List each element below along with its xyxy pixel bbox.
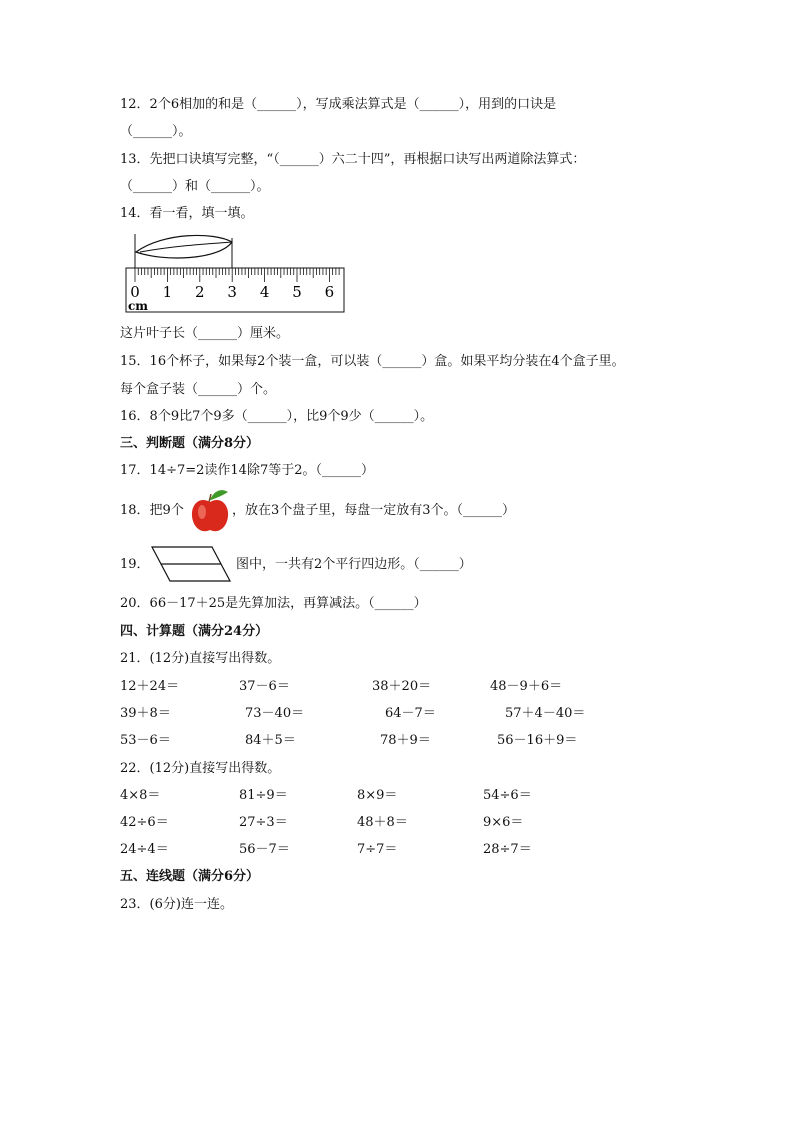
q12-line1: 12．2个6相加的和是（______），写成乘法算式是（______），用到的口诀是 <box>120 97 557 112</box>
q23-text: 23．(6分)连一连。 <box>120 897 233 912</box>
apple-icon <box>190 488 230 534</box>
q21-item: 39＋8＝ <box>120 706 171 721</box>
q16-text: 16．8个9比7个9多（______），比9个9少（______）。 <box>120 409 434 424</box>
q22-item: 42÷6＝ <box>120 815 169 830</box>
q22-item: 8×9＝ <box>357 788 398 803</box>
q14-stem: 14．看一看，填一填。 <box>120 206 254 221</box>
q22-item: 56－7＝ <box>239 842 290 857</box>
q15-line1: 15．16个杯子，如果每2个装一盒，可以装（______）盒。如果平均分装在4个盒子里。 <box>120 354 625 369</box>
ruler-label: 2 <box>195 283 205 301</box>
q22-stem: 22．(12分)直接写出得数。 <box>120 761 281 776</box>
q21-item: 53－6＝ <box>120 733 171 748</box>
parallelogram-figure <box>150 545 232 583</box>
q22-item: 4×8＝ <box>120 788 161 803</box>
leaf-icon <box>136 235 232 258</box>
q21-item: 38＋20＝ <box>372 679 432 694</box>
ruler-label: 1 <box>162 283 173 301</box>
q22-item: 7÷7＝ <box>357 842 398 857</box>
ruler-label: 0 <box>130 283 140 301</box>
q21-item: 12＋24＝ <box>120 679 180 694</box>
ruler-unit: cm <box>128 299 149 313</box>
ruler-label: 3 <box>227 283 237 301</box>
q21-item: 57＋4－40＝ <box>505 706 586 721</box>
q17-text: 17．14÷7=2读作14除7等于2。（______） <box>120 463 374 478</box>
q21-item: 48－9＋6＝ <box>490 679 563 694</box>
q21-item: 64－7＝ <box>385 706 436 721</box>
section5-heading: 五、连线题（满分6分） <box>120 869 260 884</box>
q19-num: 19． <box>120 557 150 572</box>
q15-line2: 每个盒子装（______）个。 <box>120 382 277 397</box>
q22-item: 27÷3＝ <box>239 815 288 830</box>
q14-answer: 这片叶子长（______）厘米。 <box>120 326 290 341</box>
q22-item: 28÷7＝ <box>483 842 532 857</box>
q19-text: 图中，一共有2个平行四边形。（______） <box>236 557 472 572</box>
q18-pre: 18．把9个 <box>120 503 184 518</box>
ruler-leaf-figure <box>124 230 348 314</box>
ruler-label: 6 <box>324 283 335 301</box>
q21-item: 73－40＝ <box>245 706 305 721</box>
ruler-label: 5 <box>292 283 302 301</box>
q22-item: 24÷4＝ <box>120 842 169 857</box>
ruler-label: 4 <box>259 283 270 301</box>
q21-stem: 21．(12分)直接写出得数。 <box>120 651 281 666</box>
q22-item: 81÷9＝ <box>239 788 288 803</box>
q22-item: 48＋8＝ <box>357 815 408 830</box>
q13-line1: 13．先把口诀填写完整，“（______）六二十四”，再根据口诀写出两道除法算式： <box>120 152 586 167</box>
q21-item: 37－6＝ <box>239 679 290 694</box>
q21-item: 84＋5＝ <box>245 733 296 748</box>
q13-line2: （______）和（______）。 <box>120 179 270 194</box>
q22-item: 54÷6＝ <box>483 788 532 803</box>
q12-line2: （______）。 <box>120 124 192 139</box>
q22-item: 9×6＝ <box>483 815 524 830</box>
q18-post: ，放在3个盘子里，每盘一定放有3个。（______） <box>232 503 516 518</box>
section3-heading: 三、判断题（满分8分） <box>120 436 260 451</box>
q21-item: 78＋9＝ <box>380 733 431 748</box>
q21-item: 56－16＋9＝ <box>497 733 578 748</box>
section4-heading: 四、计算题（满分24分） <box>120 624 269 639</box>
q20-text: 20．66－17＋25是先算加法，再算减法。（______） <box>120 596 427 611</box>
